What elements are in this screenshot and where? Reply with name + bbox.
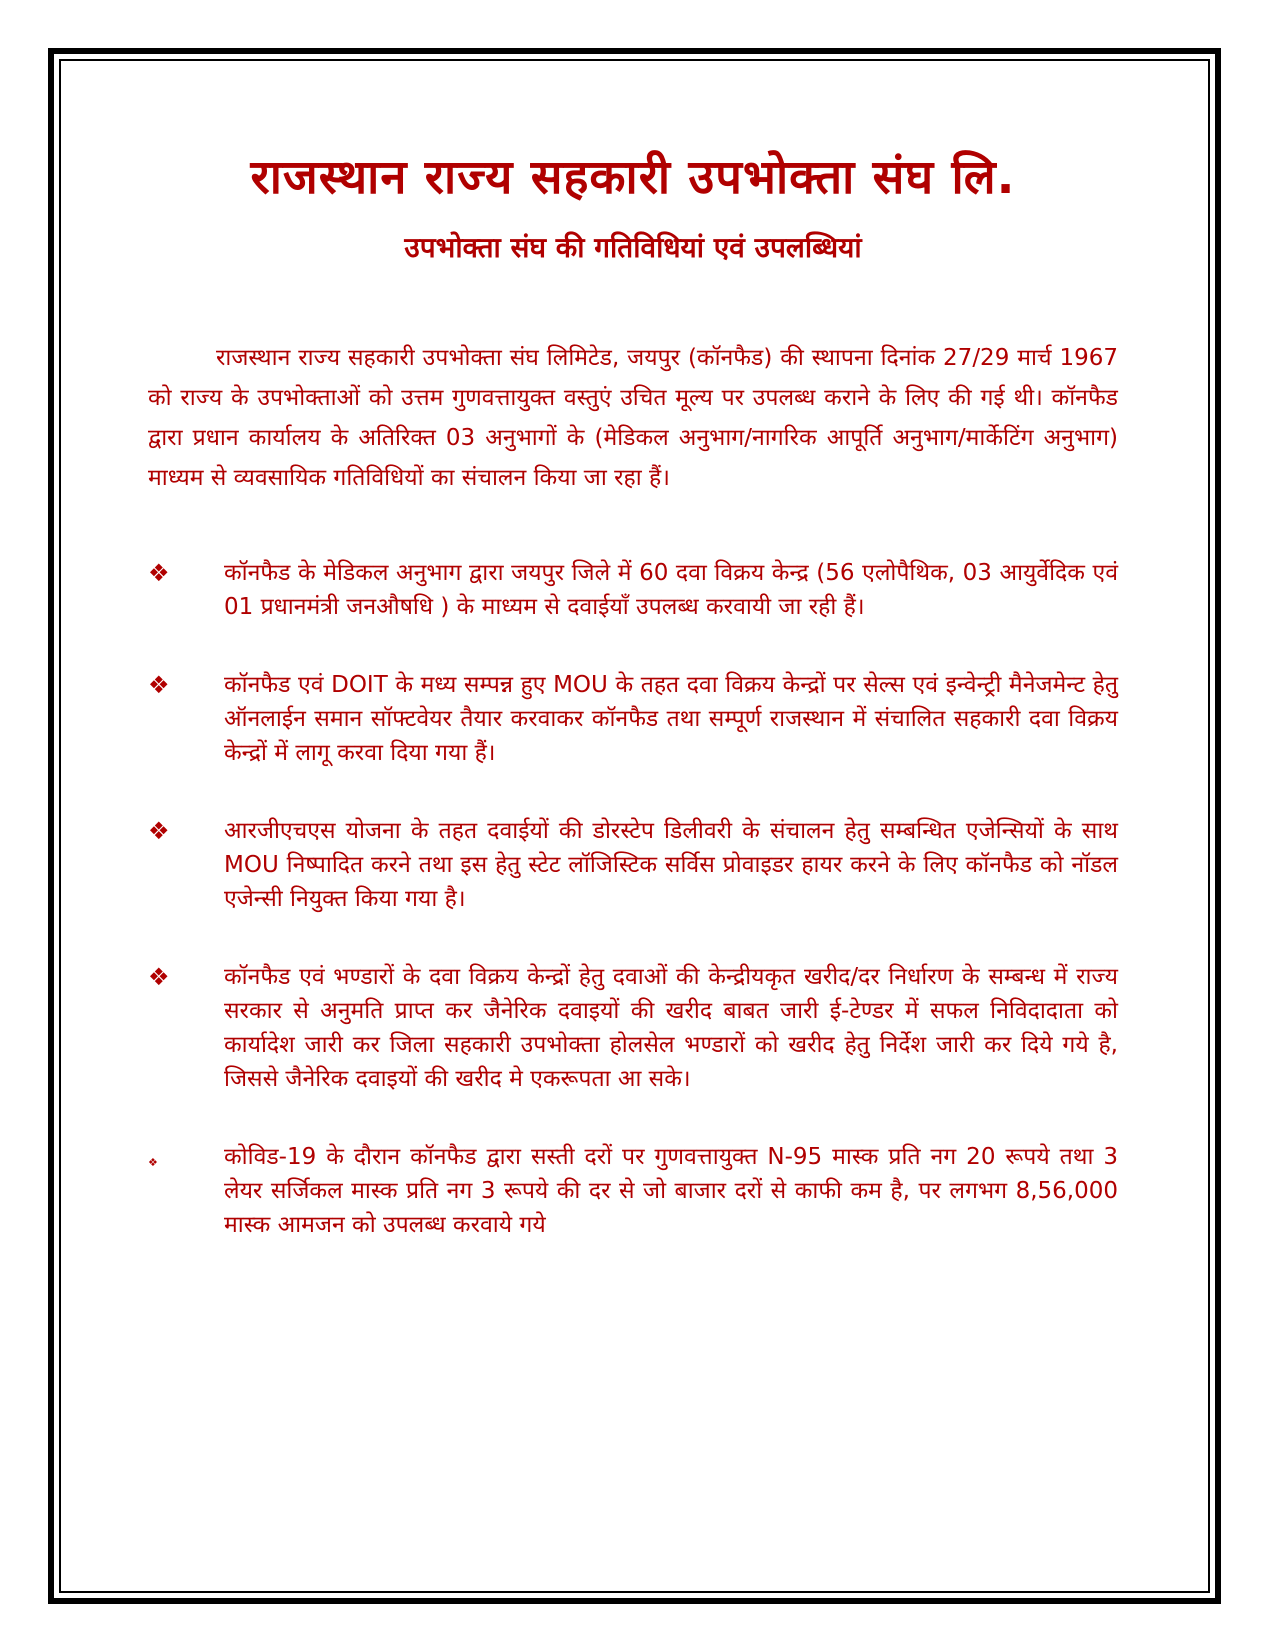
diamond-bullet-icon: ❖ <box>148 671 170 700</box>
list-item-text: आरजीएचएस योजना के तहत दवाईयों की डोरस्टेप डिलीवरी के संचालन हेतु सम्बन्धित एजेन्सियों के साथ MOU निष्पादित करने तथा इस हेतु स्टेट लॉजिस्टिक सर्विस प्रोवाइडर हायर करने के लिए कॉनफैड को नॉडल एजेन्सी नियुक्त किया गया है। <box>224 818 1118 913</box>
list-item <box>148 1140 1118 1242</box>
diamond-bullet-icon: ❖ <box>148 963 170 992</box>
list-item-text: कॉनफैड एवं DOIT के मध्य सम्पन्न हुए MOU के तहत दवा विक्रय केन्द्रों पर सेल्स एवं इन्वेन्ट्री मैनेजमेन्ट हेतु ऑनलाईन समान सॉफ्टवेयर तैयार करवाकर कॉनफैड तथा सम्पूर्ण राजस्थान में संचालित सहकारी दवा विक्रय केन्द्रों में लागू करवा दिया गया हैं। <box>224 672 1118 767</box>
list-item <box>148 668 1118 770</box>
document-content <box>148 150 1118 1286</box>
list-item <box>148 960 1118 1096</box>
achievements-list <box>148 556 1118 1242</box>
document-subtitle: उपभोक्ता संघ की गतिविधियां एवं उपलब्धियां <box>404 231 862 265</box>
list-item <box>148 556 1118 624</box>
list-item-text: कॉनफैड के मेडिकल अनुभाग द्वारा जयपुर जिले में 60 दवा विक्रय केन्द्र (56 एलोपैथिक, 03 आयुर्वेदिक एवं 01 प्रधानमंत्री जनऔषधि ) के माध्यम से दवाईयाँ उपलब्ध करवायी जा रही हैं। <box>224 560 1118 621</box>
small-diamond-bullet-icon: ❖ <box>148 1156 158 1170</box>
list-item <box>148 814 1118 916</box>
diamond-bullet-icon: ❖ <box>148 559 170 588</box>
intro-paragraph: राजस्थान राज्य सहकारी उपभोक्ता संघ लिमिटेड, जयपुर (कॉनफैड) की स्थापना दिनांक 27/29 मार्च 1967 को राज्य के उपभोक्ताओं को उत्तम गुणवत्तायुक्त वस्तुएं उचित मूल्य पर उपलब्ध कराने के लिए की गई थी। कॉनफैड द्वारा प्रधान कार्यालय के अतिरिक्त 03 अनुभागों के (मेडिकल अनुभाग/नागरिक आपूर्ति अनुभाग/मार्केटिंग अनुभाग) माध्यम से व्यवसायिक गतिविधियों का संचालन किया जा रहा हैं। <box>148 345 1118 492</box>
diamond-bullet-icon: ❖ <box>148 817 170 846</box>
document-title: राजस्थान राज्य सहकारी उपभोक्ता संघ लि. <box>250 150 1016 205</box>
list-item-text: कॉनफैड एवं भण्डारों के दवा विक्रय केन्द्रों हेतु दवाओं की केन्द्रीयकृत खरीद/दर निर्धारण के सम्बन्ध में राज्य सरकार से अनुमति प्राप्त कर जैनेरिक दवाइयों की खरीद बाबत जारी ई-टेण्डर में सफल निविदादाता को कार्यादेश जारी कर जिला सहकारी उपभोक्ता होलसेल भण्डारों को खरीद हेतु निर्देश जारी कर दिये गये है, जिससे जैनेरिक दवाइयों की खरीद मे एकरूपता आ सके। <box>224 964 1118 1093</box>
list-item-text: कोविड-19 के दौरान कॉनफैड द्वारा सस्ती दरों पर गुणवत्तायुक्त N-95 मास्क प्रति नग 20 रूपये तथा 3 लेयर सर्जिकल मास्क प्रति नग 3 रूपये की दर से जो बाजार दरों से काफी कम है, पर लगभग 8,56,000 मास्क आमजन को उपलब्ध करवाये गये <box>224 1144 1118 1239</box>
